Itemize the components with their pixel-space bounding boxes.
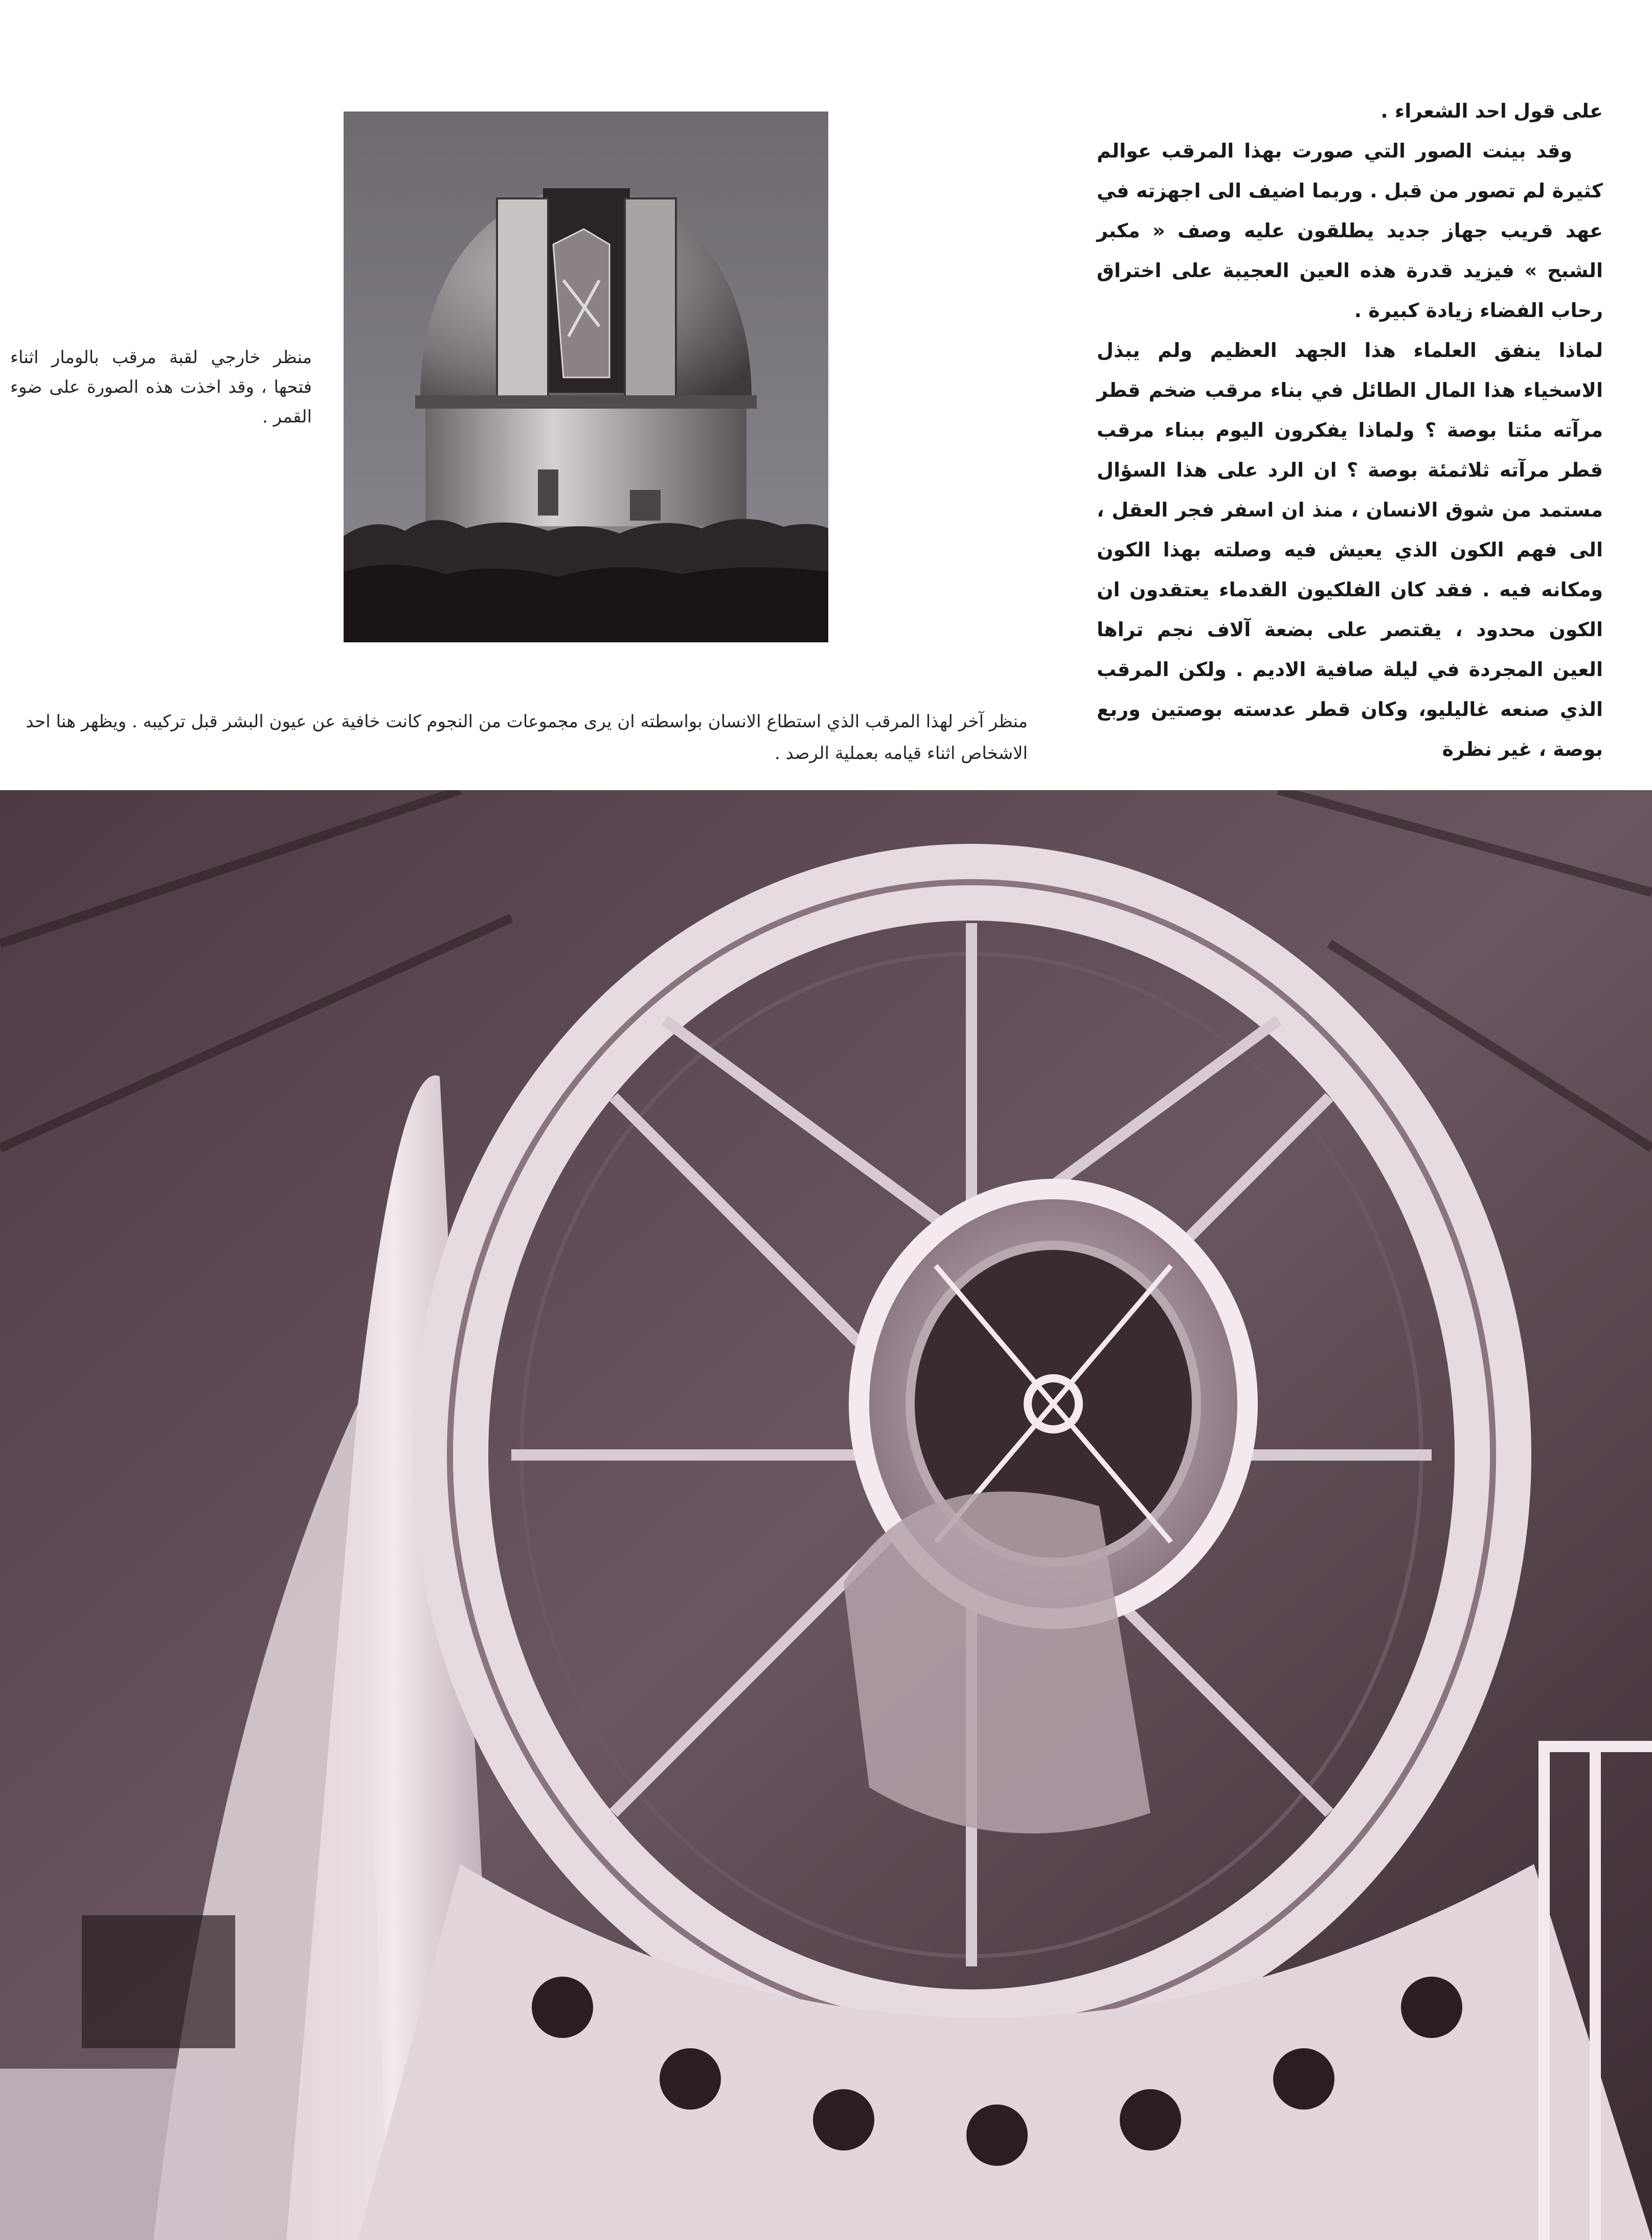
article-paragraph: وقد بينت الصور التي صورت بهذا المرقب عوالم كثيرة لم تصور من قبل . وربما اضيف الى اجهزته في عهد قريب جهاز جديد يطلقون عليه وصف « مكبر الشبح » فيزيد قدرة هذه العين العجيبة على اختراق رحاب الفضاء زيادة كبيرة . [1097, 140, 1603, 322]
telescope-photo [0, 790, 1652, 2240]
article-paragraph: على قول احد الشعراء . [1381, 100, 1603, 122]
article-body [1097, 91, 1603, 769]
dome-photo-caption: منظر خارجي لقبة مرقب بالومار اثناء فتحها ، وقد اخذت هذه الصورة على ضوء القمر . [10, 347, 312, 427]
telescope-photo-caption: منظر آخر لهذا المرقب الذي استطاع الانسان بواسطته ان يرى مجموعات من النجوم كانت خافية عن عيون البشر قبل تركيبه . ويظهر هنا احد الاشخاص اثناء قيامه بعملية الرصد . [26, 711, 1028, 764]
telescope-photo-illustration [0, 790, 1652, 2240]
dome-photo [344, 111, 828, 642]
dome-photo-illustration [344, 111, 828, 642]
article-paragraph: لماذا ينفق العلماء هذا الجهد العظيم ولم يبذل الاسخياء هذا المال الطائل في بناء مرقب ضخم قطر مرآته مئتا بوصة ؟ ولماذا يفكرون اليوم ببناء مرقب قطر مرآته ثلاثمئة بوصة ؟ ان الرد على هذا السؤال مستمد من شوق الانسان ، منذ ان اسفر فجر العقل ، الى فهم الكون الذي يعيش فيه وصلته بهذا الكون ومكانه فيه . فقد كان الفلكيون القدماء يعتقدون ان الكون محدود ، يقتصر على بضعة آلاف نجم تراها العين المجردة في ليلة صافية الاديم . ولكن المرقب الذي صنعه غاليليو، وكان قطر عدسته بوصتين وربع بوصة ، غير نظرة [1097, 339, 1603, 760]
